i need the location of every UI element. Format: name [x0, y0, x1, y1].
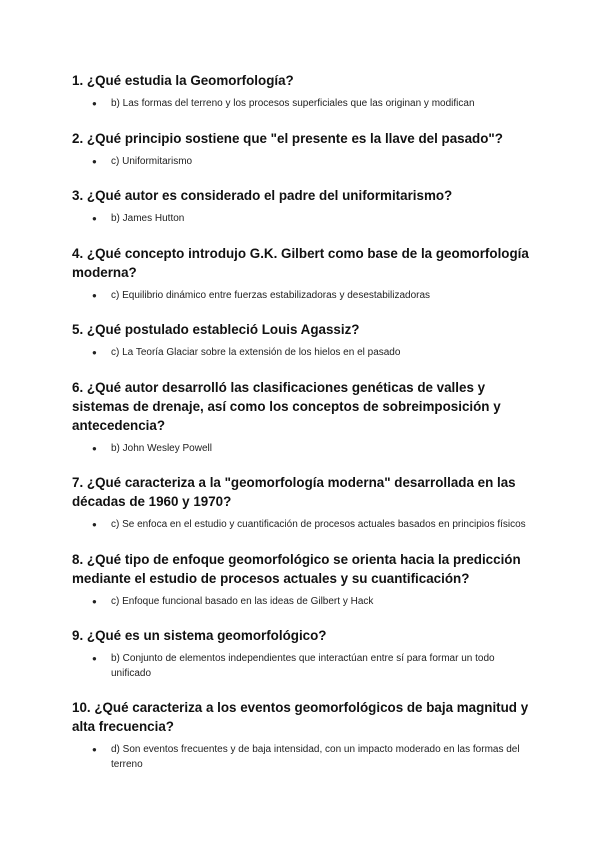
answer-8-text: c) Enfoque funcional basado en las ideas de Gilbert y Hack	[111, 595, 374, 607]
answer-1-text: b) Las formas del terreno y los procesos superficiales que las originan y modifican	[111, 98, 475, 109]
qa-item-4	[72, 244, 532, 304]
answer-1	[72, 97, 532, 112]
answer-9	[72, 652, 532, 681]
answer-2	[72, 155, 532, 170]
question-2: 2. ¿Qué principio sostiene que "el presente es la llave del pasado"?	[72, 130, 503, 146]
qa-item-8	[72, 550, 532, 610]
answer-10-text: d) Son eventos frecuentes y de baja intensidad, con un impacto moderado en las formas del terreno	[111, 744, 520, 770]
bullet-icon: ●	[92, 290, 97, 300]
answer-2-text: c) Uniformitarismo	[111, 155, 193, 167]
answer-9-text: b) Conjunto de elementos independientes que interactúan entre sí para formar un todo unificado	[111, 653, 495, 679]
qa-item-1	[72, 71, 532, 112]
qa-item-9	[72, 626, 532, 681]
bullet-icon: ●	[92, 99, 97, 108]
qa-item-3	[72, 186, 532, 227]
document-page	[72, 71, 532, 772]
bullet-icon: ●	[92, 654, 97, 663]
answer-5	[72, 346, 532, 361]
answer-5-text: c) La Teoría Glaciar sobre la extensión de los hielos en el pasado	[111, 347, 401, 358]
qa-item-2	[72, 129, 532, 170]
answer-6-text: b) John Wesley Powell	[111, 442, 212, 454]
question-8: 8. ¿Qué tipo de enfoque geomorfológico se orienta hacia la predicción mediante el estudio de procesos actuales y su cuantificación?	[72, 551, 521, 586]
qa-item-10	[72, 698, 532, 772]
bullet-icon: ●	[92, 520, 97, 529]
bullet-icon: ●	[92, 156, 97, 166]
question-5: 5. ¿Qué postulado estableció Louis Agassiz?	[72, 322, 360, 337]
question-10: 10. ¿Qué caracteriza a los eventos geomorfológicos de baja magnitud y alta frecuencia?	[72, 700, 529, 734]
qa-item-7	[72, 473, 532, 533]
answer-3-text: b) James Hutton	[111, 213, 185, 224]
bullet-icon: ●	[92, 443, 97, 453]
answer-8	[72, 595, 532, 610]
answer-7-text: c) Se enfoca en el estudio y cuantificación de procesos actuales basados en principios físicos	[111, 519, 526, 530]
answer-10	[72, 743, 532, 772]
question-1: 1. ¿Qué estudia la Geomorfología?	[72, 73, 294, 88]
question-3: 3. ¿Qué autor es considerado el padre del uniformitarismo?	[72, 188, 453, 203]
bullet-icon: ●	[92, 214, 97, 223]
answer-3	[72, 212, 532, 227]
question-9: 9. ¿Qué es un sistema geomorfológico?	[72, 628, 327, 643]
answer-6	[72, 442, 532, 457]
question-7: 7. ¿Qué caracteriza a la "geomorfología moderna" desarrollada en las décadas de 1960 y 1970?	[72, 475, 516, 509]
bullet-icon: ●	[92, 348, 97, 357]
question-6: 6. ¿Qué autor desarrolló las clasificaciones genéticas de valles y sistemas de drenaje, así como los conceptos de sobreimposición y antecedencia?	[72, 379, 501, 433]
answer-4	[72, 289, 532, 304]
qa-item-6	[72, 378, 532, 457]
bullet-icon: ●	[92, 745, 97, 754]
answer-4-text: c) Equilibrio dinámico entre fuerzas estabilizadoras y desestabilizadoras	[111, 289, 431, 301]
answer-7	[72, 518, 532, 533]
qa-item-5	[72, 320, 532, 361]
bullet-icon: ●	[92, 596, 97, 606]
question-4: 4. ¿Qué concepto introdujo G.K. Gilbert como base de la geomorfología moderna?	[72, 245, 529, 280]
